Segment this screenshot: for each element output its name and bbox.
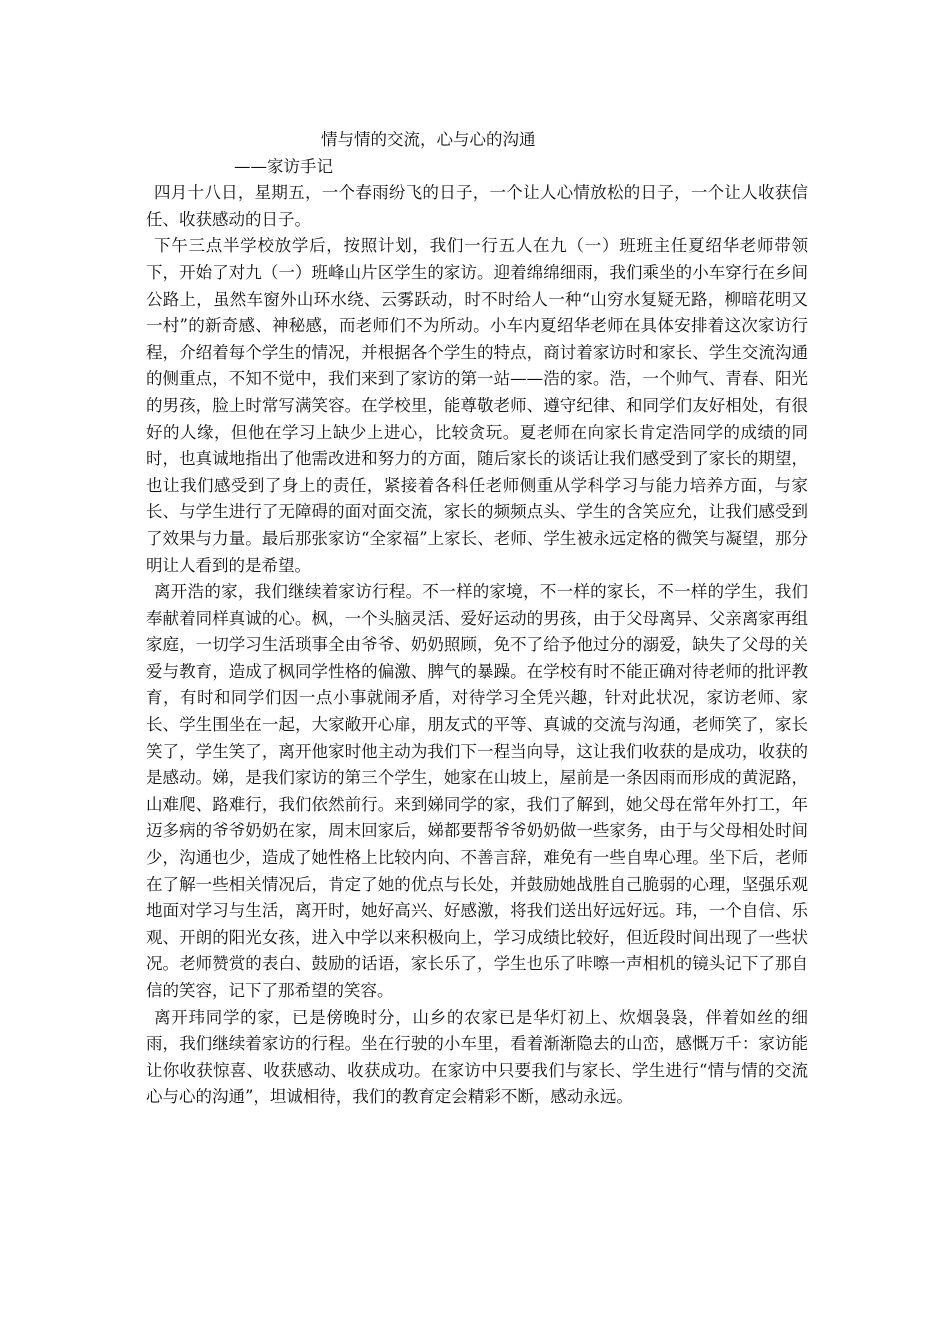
paragraph: 离开浩的家，我们继续着家访行程。不一样的家境，不一样的家长，不一样的学生，我们奉献着同样真诚的心。枫，一个头脑灵活、爱好运动的男孩，由于父母离异、父亲离家再组家庭，一切学习生活琐事全由爷爷、奶奶照顾，免不了给予他过分的溺爱，缺失了父母的关爱与教育，造成了枫同学性格的偏激、脾气的暴躁。在学校有时不能正确对待老师的批评教育，有时和同学们因一点小事就闹矛盾，对待学习全凭兴趣，针对此状况，家访老师、家长、学生围坐在一起，大家敞开心扉，朋友式的平等、真诚的交流与沟通，老师笑了，家长笑了，学生笑了，离开他家时他主动为我们下一程当向导，这让我们收获的是成功，收获的是感动。娣，是我们家访的第三个学生，她家在山坡上，屋前是一条因雨而形成的黄泥路，山难爬、路难行，我们依然前行。来到娣同学的家，我们了解到，她父母在常年外打工，年迈多病的爷爷奶奶在家，周末回家后，娣都要帮爷爷奶奶做一些家务，由于与父母相处时间少，沟通也少，造成了她性格上比较内向、不善言辞，难免有一些自卑心理。坐下后，老师在了解一些相关情况后，肯定了她的优点与长处，并鼓励她战胜自己脆弱的心理，坚强乐观地面对学习与生活，离开时，她好高兴、好感激，将我们送出好远好远。玮，一个自信、乐观、开朗的阳光女孩，进入中学以来积极向上，学习成绩比较好，但近段时间出现了一些状况。老师赞赏的表白、鼓励的话语，家长乐了，学生也乐了咔嚓一声相机的镜头记下了那自信的笑容，记下了那希望的笑容。	[146, 582, 808, 1000]
paragraph: 下午三点半学校放学后，按照计划，我们一行五人在九（一）班班主任夏绍华老师带领下，开始了对九（一）班峰山片区学生的家访。迎着绵绵细雨，我们乘坐的小车穿行在乡间公路上，虽然车窗外山环水绕、云雾跃动，时不时给人一种“山穷水复疑无路，柳暗花明又一村”的新奇感、神秘感，而老师们不为所动。小车内夏绍华老师在具体安排着这次家访行程，介绍着每个学生的情况，并根据各个学生的特点，商讨着家访时和家长、学生交流沟通的侧重点，不知不觉中，我们来到了家访的第一站——浩的家。浩，一个帅气、青春、阳光的男孩，脸上时常写满笑容。在学校里，能尊敬老师、遵守纪律、和同学们友好相处，有很好的人缘，但他在学习上缺少上进心，比较贪玩。夏老师在向家长肯定浩同学的成绩的同时，也真诚地指出了他需改进和努力的方面，随后家长的谈话让我们感受到了家长的期望，也让我们感受到了身上的责任，紧接着各科任老师侧重从学科学习与能力培养方面，与家长、与学生进行了无障碍的面对面交流，家长的频频点头、学生的含笑应允，让我们感受到了效果与力量。最后那张家访“全家福”上家长、老师、学生被永远定格的微笑与凝望，那分明让人看到的是希望。	[146, 236, 808, 575]
document-subtitle: ——家访手记	[234, 156, 333, 176]
paragraph: 离开玮同学的家，已是傍晚时分，山乡的农家已是华灯初上、炊烟袅袅，伴着如丝的细雨，我们继续着家访的行程。坐在行驶的小车里，看着渐渐隐去的山峦，感慨万千：家访能让你收获惊喜、收获感动、收获成功。在家访中只要我们与家长、学生进行“情与情的交流心与心的沟通”，坦诚相待，我们的教育定会精彩不断，感动永远。	[146, 1007, 808, 1107]
document-title: 情与情的交流，心与心的沟通	[321, 130, 536, 149]
paragraph: 四月十八日，星期五，一个春雨纷飞的日子，一个让人心情放松的日子，一个让人收获信任、收获感动的日子。	[146, 183, 808, 229]
document-body	[146, 127, 808, 1111]
